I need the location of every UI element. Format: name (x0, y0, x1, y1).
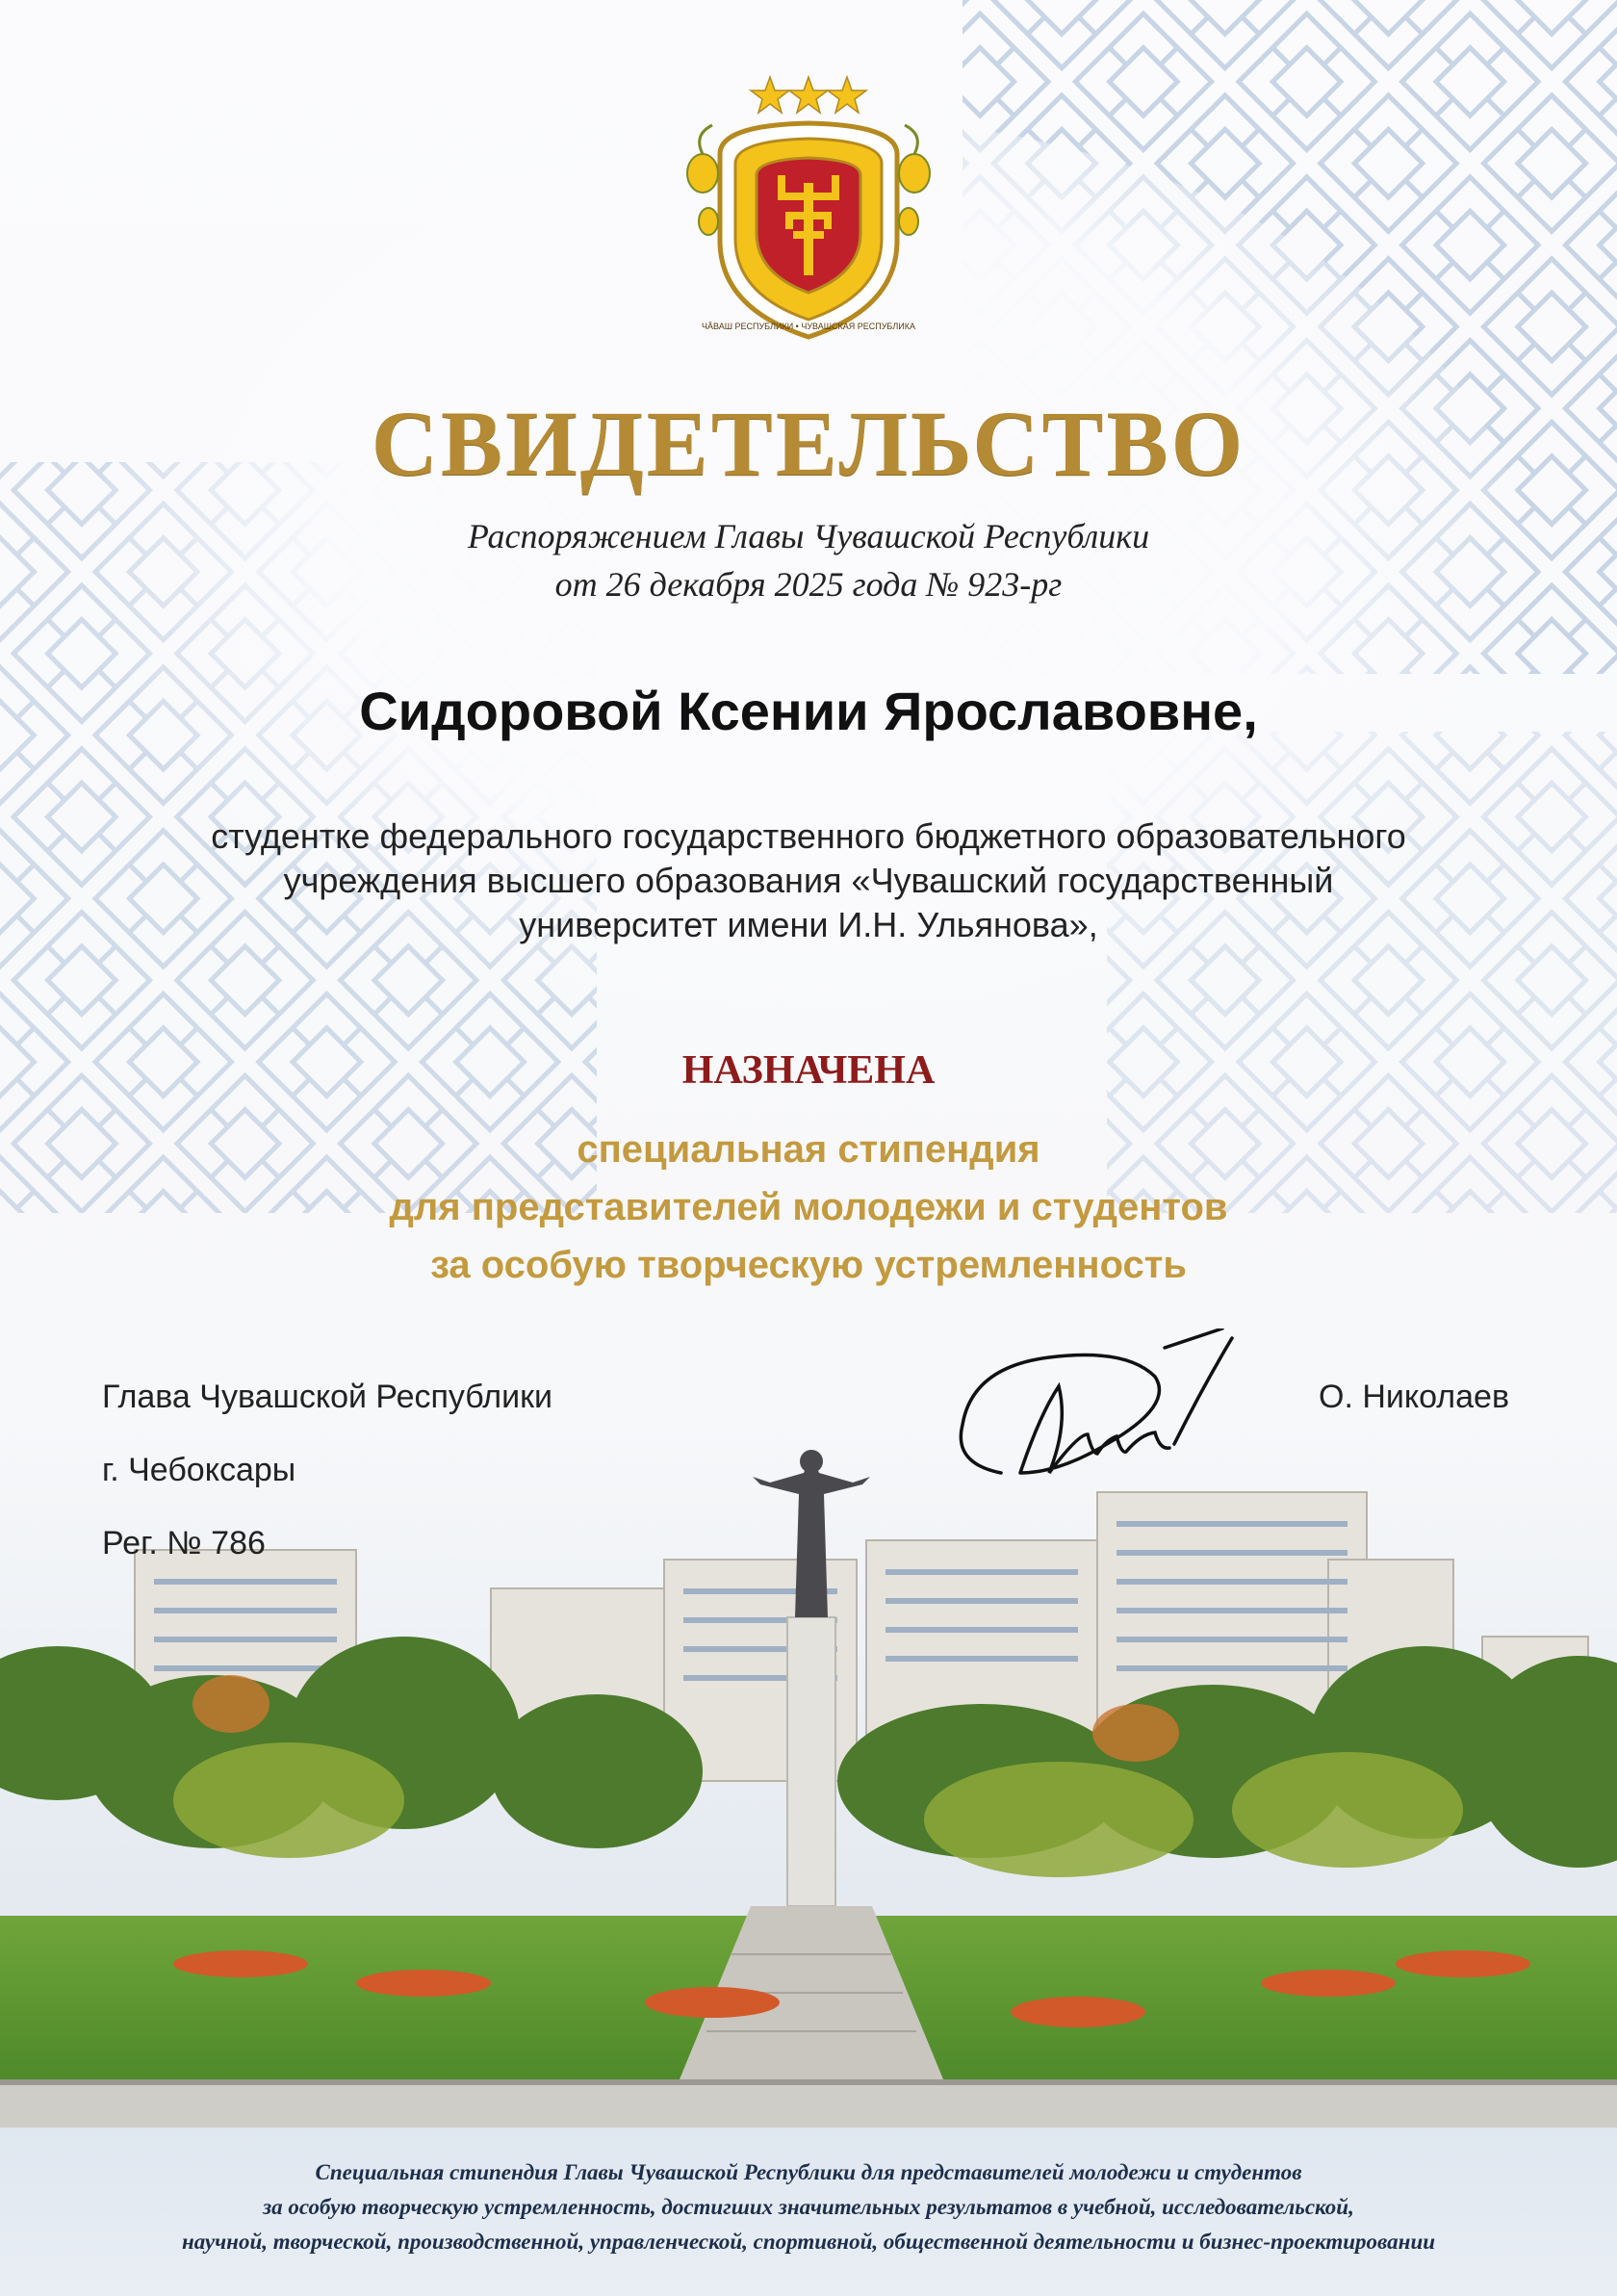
registration-number: Рег. № 786 (102, 1525, 266, 1561)
recipient-description-line: студентке федерального государственного бюджетного образовательного (211, 816, 1406, 856)
emblem-ring-text: ЧĂВАШ РЕСПУБЛИКИ • ЧУВАШСКАЯ РЕСПУБЛИКА (702, 322, 915, 331)
footer-note-line: Специальная стипендия Главы Чувашской Республики для представителей молодежи и студентов (315, 2160, 1302, 2184)
footer-note-line: за особую творческую устремленность, достигших значительных результатов в учебной, исследовательской, (263, 2195, 1354, 2219)
footer-note-line: научной, творческой, производственной, управленческой, спортивной, общественной деятельности и бизнес-проектировании (181, 2230, 1436, 2254)
recipient-description-line: университет имени И.Н. Ульянова», (519, 905, 1098, 944)
recipient-description-line: учреждения высшего образования «Чувашский государственный (283, 861, 1334, 900)
handwritten-signature-icon (934, 1329, 1242, 1521)
scholarship-line: специальная стипендия (577, 1128, 1040, 1171)
awarded-heading: НАЗНАЧЕНА (681, 1048, 936, 1093)
signatory-name: О. Николаев (1319, 1379, 1510, 1415)
cheboksary-mother-patroness-monument-photo (0, 1415, 1617, 2128)
decree-line-2: от 26 декабря 2025 года № 923-рг (554, 565, 1063, 604)
scholarship-line: для представителей молодежи и студентов (389, 1186, 1228, 1228)
scholarship-line: за особую творческую устремленность (430, 1244, 1187, 1286)
recipient-name: Сидоровой Ксении Ярославовне, (359, 681, 1258, 741)
certificate-title: СВИДЕТЕЛЬСТВО (371, 392, 1246, 495)
decree-line-1: Распоряжением Главы Чувашской Республики (467, 517, 1150, 555)
chuvash-coat-of-arms-icon (664, 67, 953, 356)
signatory-position: Глава Чувашской Республики (102, 1379, 552, 1415)
issue-city: г. Чебоксары (102, 1452, 296, 1488)
